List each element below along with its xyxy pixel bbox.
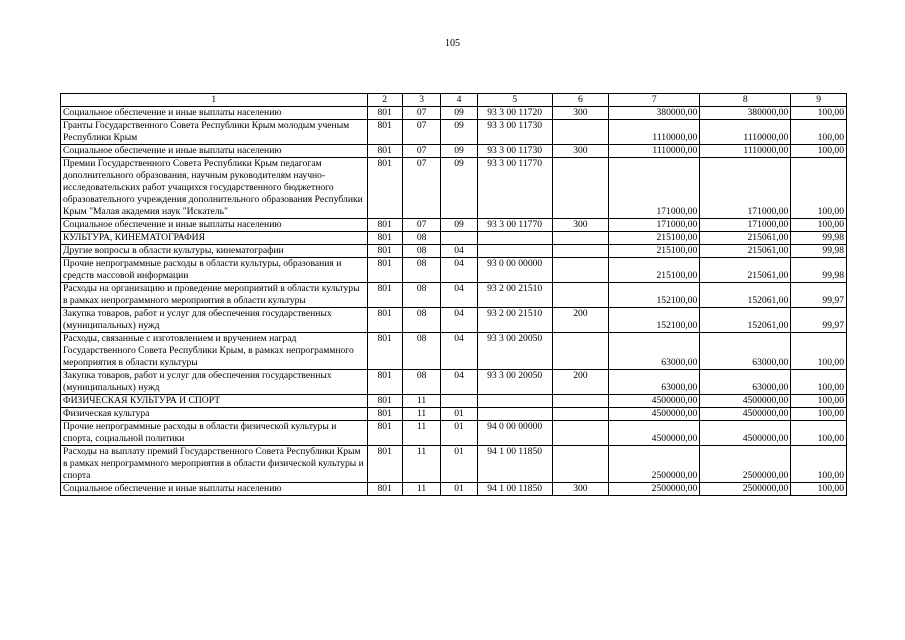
planned-amount-cell: 171000,00 [609, 219, 700, 232]
subsection-cell: 09 [441, 120, 477, 145]
subsection-cell: 01 [441, 408, 477, 421]
code-801-cell: 801 [367, 446, 402, 483]
row-name-cell: Расходы на выплату премий Государственного Совета Республики Крым в рамках непрограммного мероприятия в области физической культуры и спорта [61, 446, 368, 483]
code-801-cell: 801 [367, 283, 402, 308]
subsection-cell: 04 [441, 333, 477, 370]
table-row [61, 283, 847, 308]
planned-amount-cell: 2500000,00 [609, 446, 700, 483]
table-row [61, 308, 847, 333]
percent-cell: 99,97 [791, 308, 847, 333]
target-article-cell: 93 2 00 21510 [477, 308, 552, 333]
executed-amount-cell: 63000,00 [700, 333, 791, 370]
row-name-cell: Социальное обеспечение и иные выплаты населению [61, 145, 368, 158]
planned-amount-cell: 1110000,00 [609, 145, 700, 158]
subsection-cell: 09 [441, 158, 477, 219]
subsection-cell: 04 [441, 370, 477, 395]
planned-amount-cell: 380000,00 [609, 107, 700, 120]
expense-type-cell [552, 446, 609, 483]
percent-cell: 99,98 [791, 245, 847, 258]
section-cell: 08 [402, 283, 440, 308]
target-article-cell: 93 3 00 11770 [477, 219, 552, 232]
code-801-cell: 801 [367, 245, 402, 258]
column-header: 4 [441, 94, 477, 107]
code-801-cell: 801 [367, 483, 402, 496]
code-801-cell: 801 [367, 120, 402, 145]
executed-amount-cell: 2500000,00 [700, 483, 791, 496]
percent-cell: 100,00 [791, 107, 847, 120]
percent-cell: 100,00 [791, 145, 847, 158]
expense-type-cell [552, 421, 609, 446]
subsection-cell [441, 232, 477, 245]
subsection-cell: 01 [441, 421, 477, 446]
executed-amount-cell: 171000,00 [700, 219, 791, 232]
expense-type-cell [552, 283, 609, 308]
planned-amount-cell: 215100,00 [609, 258, 700, 283]
row-name-cell: Прочие непрограммные расходы в области физической культуры и спорта, социальной политики [61, 421, 368, 446]
target-article-cell: 94 0 00 00000 [477, 421, 552, 446]
executed-amount-cell: 2500000,00 [700, 446, 791, 483]
code-801-cell: 801 [367, 145, 402, 158]
column-header: 5 [477, 94, 552, 107]
planned-amount-cell: 152100,00 [609, 283, 700, 308]
executed-amount-cell: 152061,00 [700, 308, 791, 333]
section-cell: 07 [402, 145, 440, 158]
section-cell: 07 [402, 107, 440, 120]
section-cell: 08 [402, 370, 440, 395]
subsection-cell: 09 [441, 107, 477, 120]
percent-cell: 100,00 [791, 219, 847, 232]
table-row [61, 333, 847, 370]
planned-amount-cell: 215100,00 [609, 232, 700, 245]
expense-type-cell [552, 408, 609, 421]
target-article-cell: 93 3 00 11770 [477, 158, 552, 219]
table-row [61, 245, 847, 258]
target-article-cell: 93 3 00 11720 [477, 107, 552, 120]
row-name-cell: Премии Государственного Совета Республики Крым педагогам дополнительного образования, научным руководителям научно-исследовательских работ учащихся государственного бюджетного образовательного учреждения дополнительного образования Республики Крым "Малая академия наук "Искатель" [61, 158, 368, 219]
expense-type-cell: 300 [552, 219, 609, 232]
code-801-cell: 801 [367, 408, 402, 421]
subsection-cell: 04 [441, 308, 477, 333]
expense-type-cell [552, 120, 609, 145]
row-name-cell: Другие вопросы в области культуры, кинематографии [61, 245, 368, 258]
table-row [61, 483, 847, 496]
row-name-cell: Социальное обеспечение и иные выплаты населению [61, 219, 368, 232]
target-article-cell [477, 245, 552, 258]
section-cell: 07 [402, 219, 440, 232]
table-row [61, 107, 847, 120]
target-article-cell [477, 232, 552, 245]
percent-cell: 100,00 [791, 158, 847, 219]
percent-cell: 100,00 [791, 120, 847, 145]
executed-amount-cell: 1110000,00 [700, 120, 791, 145]
expense-type-cell: 300 [552, 483, 609, 496]
row-name-cell: Прочие непрограммные расходы в области культуры, образования и средств массовой информации [61, 258, 368, 283]
code-801-cell: 801 [367, 258, 402, 283]
table-row [61, 258, 847, 283]
row-name-cell: Физическая культура [61, 408, 368, 421]
page-number: 105 [445, 38, 460, 49]
percent-cell: 100,00 [791, 483, 847, 496]
expense-type-cell: 300 [552, 107, 609, 120]
expense-type-cell [552, 258, 609, 283]
expense-type-cell: 300 [552, 145, 609, 158]
planned-amount-cell: 63000,00 [609, 333, 700, 370]
percent-cell: 100,00 [791, 370, 847, 395]
section-cell: 08 [402, 333, 440, 370]
expense-type-cell: 200 [552, 370, 609, 395]
code-801-cell: 801 [367, 395, 402, 408]
planned-amount-cell: 4500000,00 [609, 395, 700, 408]
column-header: 2 [367, 94, 402, 107]
target-article-cell: 93 0 00 00000 [477, 258, 552, 283]
table-row [61, 395, 847, 408]
target-article-cell: 93 3 00 11730 [477, 145, 552, 158]
table-row [61, 158, 847, 219]
target-article-cell: 93 3 00 20050 [477, 370, 552, 395]
executed-amount-cell: 152061,00 [700, 283, 791, 308]
executed-amount-cell: 171000,00 [700, 158, 791, 219]
table-row [61, 219, 847, 232]
code-801-cell: 801 [367, 308, 402, 333]
table-row [61, 120, 847, 145]
code-801-cell: 801 [367, 421, 402, 446]
percent-cell: 100,00 [791, 421, 847, 446]
table-row [61, 370, 847, 395]
expense-type-cell: 200 [552, 308, 609, 333]
expense-type-cell [552, 158, 609, 219]
table-row [61, 408, 847, 421]
planned-amount-cell: 63000,00 [609, 370, 700, 395]
executed-amount-cell: 63000,00 [700, 370, 791, 395]
section-cell: 11 [402, 408, 440, 421]
row-name-cell: Расходы на организацию и проведение мероприятий в области культуры в рамках непрограммного мероприятия в области культуры [61, 283, 368, 308]
row-name-cell: Социальное обеспечение и иные выплаты населению [61, 483, 368, 496]
row-name-cell: Социальное обеспечение и иные выплаты населению [61, 107, 368, 120]
code-801-cell: 801 [367, 370, 402, 395]
row-name-cell: Закупка товаров, работ и услуг для обеспечения государственных (муниципальных) нужд [61, 308, 368, 333]
executed-amount-cell: 4500000,00 [700, 421, 791, 446]
percent-cell: 99,97 [791, 283, 847, 308]
executed-amount-cell: 215061,00 [700, 245, 791, 258]
subsection-cell: 04 [441, 283, 477, 308]
subsection-cell: 01 [441, 446, 477, 483]
row-name-cell: Гранты Государственного Совета Республики Крым молодым ученым Республики Крым [61, 120, 368, 145]
expense-type-cell [552, 333, 609, 370]
header-row [61, 94, 847, 107]
executed-amount-cell: 380000,00 [700, 107, 791, 120]
column-header: 6 [552, 94, 609, 107]
percent-cell: 100,00 [791, 333, 847, 370]
section-cell: 08 [402, 245, 440, 258]
planned-amount-cell: 215100,00 [609, 245, 700, 258]
subsection-cell: 09 [441, 219, 477, 232]
planned-amount-cell: 2500000,00 [609, 483, 700, 496]
percent-cell: 99,98 [791, 232, 847, 245]
code-801-cell: 801 [367, 232, 402, 245]
target-article-cell: 93 3 00 20050 [477, 333, 552, 370]
percent-cell: 100,00 [791, 395, 847, 408]
target-article-cell: 93 2 00 21510 [477, 283, 552, 308]
column-header: 8 [700, 94, 791, 107]
budget-table [60, 93, 847, 496]
row-name-cell: КУЛЬТУРА, КИНЕМАТОГРАФИЯ [61, 232, 368, 245]
executed-amount-cell: 4500000,00 [700, 395, 791, 408]
subsection-cell: 01 [441, 483, 477, 496]
subsection-cell: 04 [441, 245, 477, 258]
planned-amount-cell: 1110000,00 [609, 120, 700, 145]
percent-cell: 100,00 [791, 408, 847, 421]
section-cell: 07 [402, 120, 440, 145]
percent-cell: 100,00 [791, 446, 847, 483]
target-article-cell [477, 408, 552, 421]
section-cell: 07 [402, 158, 440, 219]
table-body [61, 107, 847, 496]
executed-amount-cell: 215061,00 [700, 232, 791, 245]
target-article-cell: 93 3 00 11730 [477, 120, 552, 145]
planned-amount-cell: 4500000,00 [609, 408, 700, 421]
table-row [61, 421, 847, 446]
section-cell: 11 [402, 446, 440, 483]
planned-amount-cell: 171000,00 [609, 158, 700, 219]
planned-amount-cell: 152100,00 [609, 308, 700, 333]
executed-amount-cell: 4500000,00 [700, 408, 791, 421]
column-header: 9 [791, 94, 847, 107]
executed-amount-cell: 215061,00 [700, 258, 791, 283]
code-801-cell: 801 [367, 219, 402, 232]
subsection-cell [441, 395, 477, 408]
column-header: 3 [402, 94, 440, 107]
code-801-cell: 801 [367, 333, 402, 370]
section-cell: 11 [402, 421, 440, 446]
expense-type-cell [552, 395, 609, 408]
table-row [61, 232, 847, 245]
section-cell: 08 [402, 258, 440, 283]
expense-type-cell [552, 245, 609, 258]
subsection-cell: 04 [441, 258, 477, 283]
row-name-cell: ФИЗИЧЕСКАЯ КУЛЬТУРА И СПОРТ [61, 395, 368, 408]
target-article-cell [477, 395, 552, 408]
percent-cell: 99,98 [791, 258, 847, 283]
expense-type-cell [552, 232, 609, 245]
column-header: 1 [61, 94, 368, 107]
subsection-cell: 09 [441, 145, 477, 158]
table-row [61, 145, 847, 158]
section-cell: 11 [402, 483, 440, 496]
row-name-cell: Закупка товаров, работ и услуг для обеспечения государственных (муниципальных) нужд [61, 370, 368, 395]
section-cell: 08 [402, 232, 440, 245]
code-801-cell: 801 [367, 158, 402, 219]
section-cell: 08 [402, 308, 440, 333]
table-row [61, 446, 847, 483]
target-article-cell: 94 1 00 11850 [477, 446, 552, 483]
target-article-cell: 94 1 00 11850 [477, 483, 552, 496]
executed-amount-cell: 1110000,00 [700, 145, 791, 158]
column-header: 7 [609, 94, 700, 107]
row-name-cell: Расходы, связанные с изготовлением и вручением наград Государственного Совета Республики Крым, в рамках непрограммного мероприятия в области культуры [61, 333, 368, 370]
planned-amount-cell: 4500000,00 [609, 421, 700, 446]
section-cell: 11 [402, 395, 440, 408]
code-801-cell: 801 [367, 107, 402, 120]
